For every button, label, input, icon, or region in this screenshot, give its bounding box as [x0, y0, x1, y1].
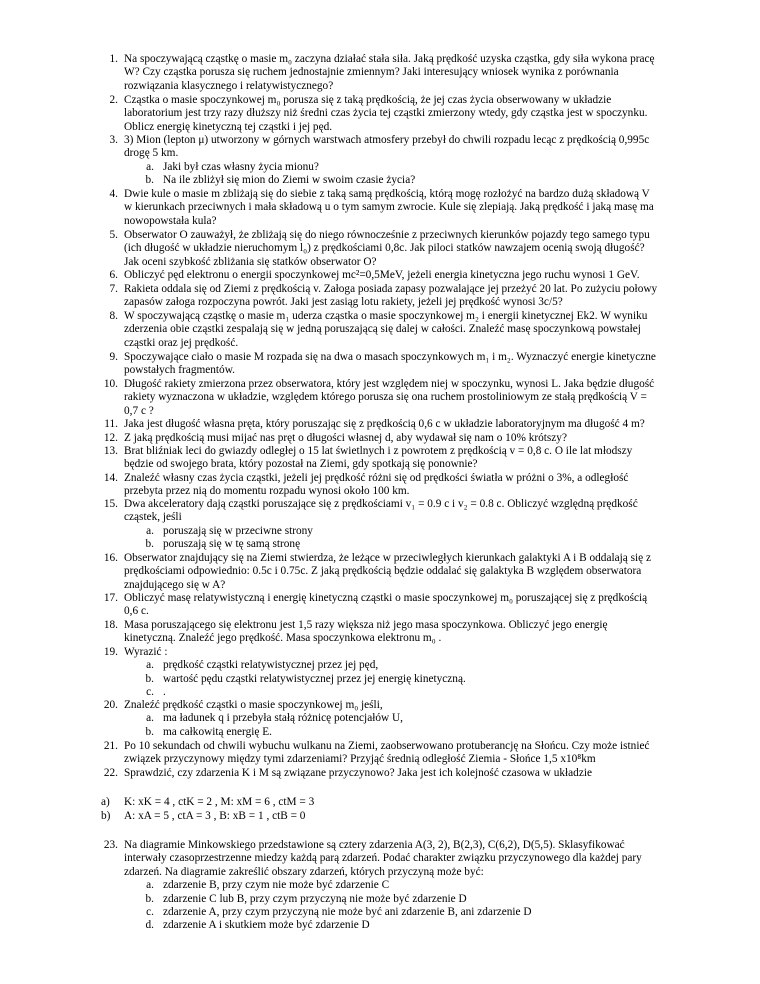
- problem-number: 14.: [103, 472, 118, 484]
- sub-item-letter: b.: [145, 892, 154, 905]
- problem-line: Dwie kule o masie m zbliżają się do siebie z taką samą prędkością, którą mogę rozłożyć na bardzo dużą składową V: [124, 188, 650, 200]
- sub-item-letter: a.: [146, 160, 154, 173]
- event-values: A: xA = 5 , ctA = 3 , B: xB = 1 , ctB = 0: [124, 810, 306, 822]
- problem-line: kinetyczną. Znaleźć jego prędkość. Masa spoczynkowa elektronu m₀ .: [124, 632, 442, 645]
- sub-item-letter: d.: [145, 919, 154, 932]
- problem-number: 19.: [103, 646, 118, 658]
- problem-line: Obserwator znajdujący się na Ziemi stwierdza, że leżące w przeciwległych kierunkach galaktyki A i B oddalają się z: [124, 552, 651, 564]
- problem-line: Na spoczywającą cząstkę o masie m₀ zaczyna działać stała siła. Jaką prędkość uzyska cząstka, gdy siła wykona pracę: [124, 53, 655, 65]
- problem-line: nowopowstała kula?: [124, 214, 217, 227]
- problem-line: 0,7 c ?: [124, 404, 154, 417]
- problem-number: 11.: [104, 418, 118, 430]
- problem-line: cząstki oraz jej prędkość.: [124, 336, 239, 349]
- problem-number: 12.: [103, 432, 118, 444]
- sub-item-letter: c.: [146, 686, 154, 699]
- problem-line: prędkościami odpowiednio: 0.5c i 0.75c. Z jaką prędkością będzie oddalać się galaktyka B względem obserwatora: [124, 565, 642, 578]
- problem-line: W? Czy cząstka porusza się ruchem jednostajnie zmiennym? Jaki interesujący wniosek wynika z porównania: [124, 66, 619, 79]
- problem-line: powstałych fragmentów.: [124, 364, 235, 377]
- sub-item-letter: b.: [145, 672, 154, 685]
- problem-line: Po 10 sekundach od chwili wybuchu wulkanu na Ziemi, zaobserwowano protuberancję na Słońcu. Czy może istnieć: [124, 740, 650, 752]
- problem-line: interwały czasoprzestrzenne miedzy każdą parą zdarzeń. Podać charakter związku przyczynowego dla każdej pary: [124, 852, 642, 865]
- problem-line: Długość rakiety zmierzona przez obserwatora, który jest względem niej w spoczynku, wynosi L. Jaka będzie długość: [124, 378, 655, 390]
- problem-number: 22.: [103, 767, 118, 779]
- problem-line: przebyta przez nią do momentu rozpadu wynosi około 100 km.: [124, 485, 410, 498]
- problem-number: 10.: [103, 378, 118, 390]
- sub-item-letter: b.: [145, 174, 154, 187]
- problem-line: Wyrazić :: [124, 646, 168, 658]
- problem-line: Znaleźć własny czas życia cząstki, jeżeli jej prędkość różni się od prędkości światła w próżni o 3%, a odległość: [124, 472, 629, 484]
- sub-item-letter: a.: [146, 524, 154, 537]
- problem-line: Jaka jest długość własna pręta, który poruszając się z prędkością 0,6 c w układzie laboratoryjnym ma długość 4 m?: [124, 418, 645, 430]
- problem-number: 1.: [109, 53, 118, 65]
- problem-line: Sprawdzić, czy zdarzenia K i M są związane przyczynowo? Jaka jest ich kolejność czasowa w układzie: [124, 767, 592, 779]
- problem-line: Obserwator O zauważył, że zbliżają się do niego równocześnie z przeciwnych kierunków pojazdy tego samego typu: [124, 229, 650, 241]
- problem-line: Cząstka o masie spoczynkowej m₀ porusza się z taką prędkością, że jej czas życia obserwowany w układzie: [124, 94, 612, 106]
- sub-item-text: Jaki był czas własny życia mionu?: [163, 160, 319, 173]
- sub-item-text: ma całkowitą energię E.: [163, 725, 272, 738]
- problem-line: Spoczywające ciało o masie M rozpada się na dwa o masach spoczynkowych m₁ i m₂. Wyznaczyć energie kinetyczne: [124, 351, 656, 363]
- problem-number: 8.: [109, 310, 118, 322]
- sub-item-text: ma ładunek q i przebyła stałą różnicę potencjałów U,: [163, 712, 403, 725]
- problem-line: Dwa akceleratory dają cząstki poruszające się z prędkościami v₁ = 0.9 c i v₂ = 0.8 c. Obliczyć względną prędkość: [124, 498, 638, 510]
- sub-item-letter: a.: [146, 712, 154, 725]
- sub-item-text: zdarzenie B, przy czym nie może być zdarzenie C: [163, 879, 390, 892]
- problem-line: cząstek, jeśli: [124, 511, 182, 524]
- problem-number: 18.: [103, 619, 118, 631]
- problem-line: Rakieta oddala się od Ziemi z prędkością v. Załoga posiada zapasy pozwalające jej przeżyć 20 lat. Po zużyciu połowy: [124, 283, 658, 295]
- sub-item-letter: b.: [145, 538, 154, 551]
- problem-line: (ich długość w układzie nieruchomym l₀) z prędkościami 0,8c. Jak piloci statków nawzajem ocenią swoją długość?: [124, 242, 645, 255]
- event-label: a): [101, 796, 110, 808]
- problem-line: Z jaką prędkością musi mijać nas pręt o długości własnej d, aby wydawał się nam o 10% krótszy?: [124, 432, 567, 444]
- problem-number: 2.: [109, 94, 118, 106]
- problem-line: Oblicz energię kinetyczną tej cząstki i jej pęd.: [124, 120, 333, 133]
- problem-number: 15.: [103, 498, 118, 510]
- problem-number: 16.: [103, 552, 118, 564]
- sub-item-text: wartość pędu cząstki relatywistycznej przez jej energię kinetyczną.: [163, 672, 466, 685]
- problem-number: 20.: [103, 699, 118, 711]
- problem-line: będzie od swojego brata, który pozostał na Ziemi, gdy spotkają się ponownie?: [124, 458, 478, 471]
- problem-number: 13.: [103, 445, 118, 457]
- problem-line: Znaleźć prędkość cząstki o masie spoczynkowej m₀ jeśli,: [124, 699, 383, 711]
- problem-line: W spoczywającą cząstkę o masie m₁ uderza cząstka o masie spoczynkowej m₂ i energii kinetycznej Ek2. W wyniku: [124, 310, 648, 322]
- problem-number: 23.: [103, 839, 118, 851]
- problem-number: 21.: [103, 740, 118, 752]
- problem-line: w kierunkach przeciwnych i mała składową u o tym samym zwrocie. Kule się zlepiają. Jaką prędkość i jaką masę ma: [124, 201, 654, 214]
- problem-line: 0,6 c.: [124, 605, 149, 618]
- problem-line: Obliczyć pęd elektronu o energii spoczynkowej mc²=0,5MeV, jeżeli energia kinetyczna jego ruchu wynosi 1 GeV.: [124, 269, 640, 281]
- event-label: b): [101, 810, 111, 822]
- problem-line: rakiety wyznaczona w układzie, względem którego porusza się ona ruchem prostoliniowym ze stałą prędkością V =: [124, 391, 647, 404]
- problem-line: Na diagramie Minkowskiego przedstawione są cztery zdarzenia A(3, 2), B(2,3), C(6,2), D(5,5). Sklasyfikować: [124, 839, 625, 851]
- problem-line: 3) Mion (lepton μ) utworzony w górnych warstwach atmosfery przebył do chwili rozpadu lecąc z prędkością 0,995c: [124, 134, 650, 146]
- problem-line: Obliczyć masę relatywistyczną i energię kinetyczną cząstki o masie spoczynkowej m₀ poruszającej się z prędkością: [124, 592, 648, 604]
- sub-item-text: .: [163, 686, 166, 699]
- sub-item-text: poruszają się w przeciwne strony: [163, 524, 313, 537]
- problem-line: zdarzeń. Na diagramie zakreślić obszary zdarzeń, których przyczyną może być:: [124, 865, 484, 878]
- sub-item-letter: b.: [145, 725, 154, 738]
- sub-item-letter: c.: [146, 906, 154, 918]
- sub-item-text: zdarzenie A, przy czym przyczyną nie może być ani zdarzenie B, ani zdarzenie D: [163, 906, 532, 918]
- problem-line: Masa poruszającego się elektronu jest 1,5 razy większa niż jego masa spoczynkowa. Obliczyć jego energię: [124, 619, 608, 631]
- sub-item-letter: a.: [146, 659, 154, 672]
- problem-line: znajdującego się w A?: [124, 578, 226, 591]
- problem-number: 4.: [109, 188, 118, 200]
- problem-number: 5.: [109, 229, 118, 241]
- problem-line: zapasów załoga rozpoczyna powrót. Jaki jest zasiąg lotu rakiety, jeżeli jej prędkość wynosi 3c/5?: [124, 296, 563, 309]
- problem-line: związek przyczynowy między tymi zdarzeniami? Przyjąć średnią odległość Ziemia - Słońce 1,5 x10⁸km: [124, 753, 596, 766]
- problem-line: drogę 5 km.: [124, 147, 179, 160]
- problem-line: Brat bliźniak leci do gwiazdy odległej o 15 lat świetlnych i z powrotem z prędkością v = 0,8 c. O ile lat młodszy: [124, 445, 633, 457]
- problem-line: laboratorium jest trzy razy dłuższy niż średni czas życia tej cząstki zmierzony wtedy, gdy cząstka jest w spoczynku.: [124, 107, 648, 120]
- sub-item-text: Na ile zbliżył się mion do Ziemi w swoim czasie życia?: [163, 174, 416, 187]
- event-values: K: xK = 4 , ctK = 2 , M: xM = 6 , ctM = 3: [124, 796, 315, 808]
- problem-number: 3.: [109, 134, 118, 146]
- sub-item-text: zdarzenie C lub B, przy czym przyczyną nie może być zdarzenie D: [163, 892, 467, 905]
- sub-item-text: zdarzenie A i skutkiem może być zdarzenie D: [163, 919, 370, 932]
- sub-item-text: prędkość cząstki relatywistycznej przez jej pęd,: [163, 659, 379, 672]
- problem-line: Jak oceni szybkość zbliżania się statków obserwator O?: [124, 255, 377, 268]
- problem-number: 9.: [109, 351, 118, 363]
- problem-number: 7.: [109, 283, 118, 295]
- problem-line: zderzenia obie cząstki zespalają się w jedną poruszającą się dalej w całości. Znaleźć masę spoczynkową powstałej: [124, 323, 641, 336]
- sub-item-letter: a.: [146, 879, 154, 892]
- problem-number: 6.: [109, 269, 118, 281]
- problem-number: 17.: [103, 592, 118, 604]
- problem-line: rozwiązania klasycznego i relatywistycznego?: [124, 79, 334, 92]
- sub-item-text: poruszają się w tę samą stronę: [163, 538, 301, 551]
